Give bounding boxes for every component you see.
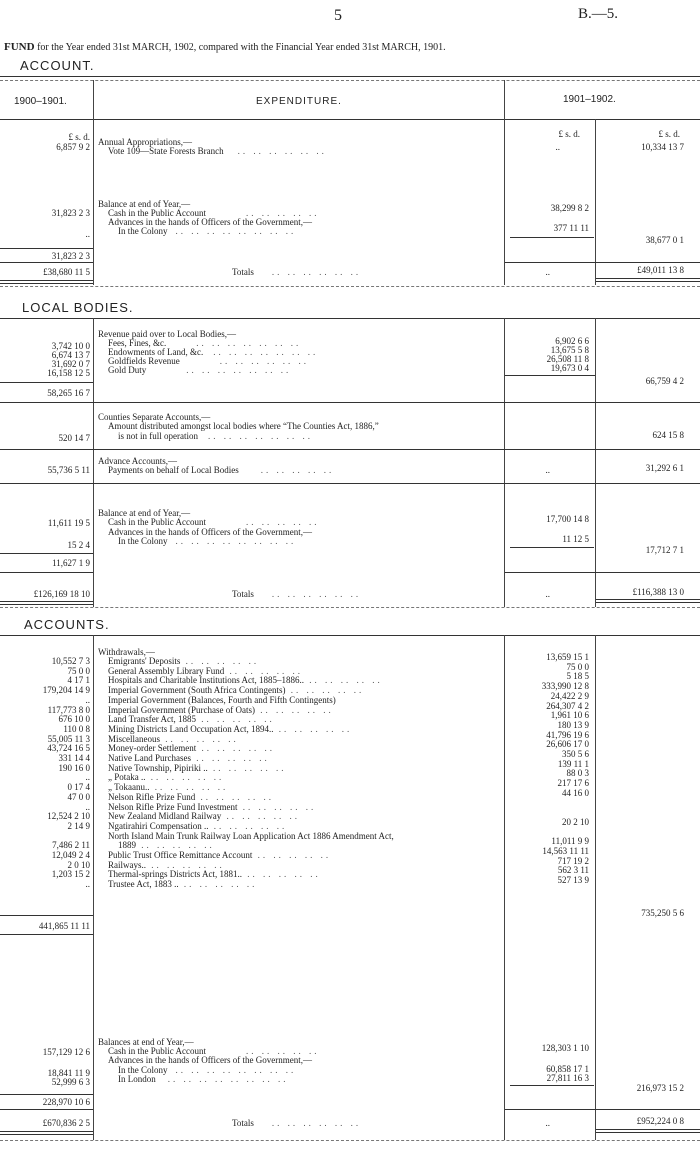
in-colony-text: In the Colony: [118, 226, 168, 236]
lb-totals-mid: ..: [545, 589, 550, 599]
lb-colony-label: In the Colony .. .. .. .. .. .. .. ..: [118, 536, 297, 546]
withdrawal-row-text: 1889: [118, 840, 136, 851]
withdrawal-row-mid: 217 17 6: [557, 778, 589, 789]
account-totals-prev: £38,680 11 5: [43, 267, 90, 277]
account-totals-mid: ..: [545, 267, 550, 277]
withdrawal-row-mid: 44 16 0: [562, 787, 589, 798]
currency-header-right: £ s. d.: [658, 129, 680, 139]
lb-colony-mid: 11 12 5: [562, 534, 589, 544]
withdrawal-row-text: Railways..: [108, 859, 146, 870]
withdrawal-row-text: Native Land Purchases: [108, 753, 191, 763]
withdrawal-row-text: Money-order Settlement: [108, 743, 197, 754]
withdrawal-row-label: Miscellaneous .. .. .. .. ..: [108, 733, 239, 744]
acc-totals-right: £952,224 0 8: [636, 1116, 684, 1126]
withdrawal-row-prev: ..: [85, 772, 90, 783]
withdrawal-row-prev: 2 14 9: [67, 820, 90, 831]
advance-payments-label: Payments on behalf of Local Bodies .. .. .. .. ..: [108, 465, 335, 475]
withdrawal-row-prev: 117,773 8 0: [47, 704, 90, 715]
withdrawal-row-prev: 7,486 2 11: [52, 840, 90, 851]
acc-colony-text: In the Colony: [118, 1065, 168, 1075]
lb-cash-label: Cash in the Public Account .. .. .. .. ..: [108, 517, 320, 527]
withdrawal-row-prev: ..: [85, 879, 90, 890]
acc-totals-mid: ..: [545, 1118, 550, 1128]
withdrawal-row-text: Emigrants' Deposits: [108, 656, 181, 666]
lb-totals-right: £116,388 13 0: [632, 587, 684, 597]
cash-public-account-prev: 31,823 2 3: [51, 208, 90, 218]
cash-public-account-label: Cash in the Public Account .. .. .. .. ..: [108, 208, 320, 218]
withdrawal-row-label: New Zealand Midland Railway .. .. .. .. ..: [108, 811, 300, 822]
acc-london-text: In London: [118, 1074, 156, 1084]
rev-goldfields-prev: 31,692 0 7: [51, 359, 90, 369]
withdrawal-row-mid: 11,011 9 9: [551, 836, 589, 847]
withdrawal-row-mid: 13,659 15 1: [546, 652, 589, 662]
page-title-rest: for the Year ended 31st MARCH, 1902, compared with the Financial Year ended 31st MARCH, 1901.: [37, 42, 446, 53]
column-header-expenditure: EXPENDITURE.: [256, 96, 342, 107]
rev-gold-duty-label: Gold Duty .. .. .. .. .. .. ..: [108, 365, 292, 375]
withdrawal-row-text: Native Township, Pipiriki ..: [108, 762, 208, 773]
withdrawal-row-mid: 26,606 17 0: [546, 739, 589, 750]
cash-public-account-mid: 38,299 8 2: [550, 203, 589, 213]
page-title-bold: FUND: [4, 41, 35, 53]
counties-right: 624 15 8: [652, 430, 684, 440]
withdrawal-row-prev: ..: [85, 801, 90, 812]
withdrawal-row-text: Mining Districts Land Occupation Act, 1894..: [108, 723, 274, 734]
acc-balance-right: 216,973 15 2: [636, 1083, 684, 1093]
in-colony-prev: ..: [85, 229, 90, 239]
withdrawal-row-prev: 75 0 0: [67, 665, 90, 676]
rev-fees-text: Fees, Fines, &c.: [108, 338, 167, 348]
withdrawal-row-mid: 24,422 2 9: [550, 690, 589, 701]
currency-header-prev: £ s. d.: [68, 132, 90, 142]
withdrawal-row-prev: 55,005 11 3: [47, 733, 90, 744]
withdrawal-row-text: New Zealand Midland Railway: [108, 811, 222, 822]
withdrawal-row-text: „ Tokaanu..: [108, 782, 150, 793]
section-title-local-bodies: LOCAL BODIES.: [22, 300, 134, 315]
lb-totals-label: Totals .. .. .. .. .. ..: [232, 589, 362, 599]
account-totals-text: Totals: [232, 267, 254, 277]
rev-gold-duty-mid: 19,673 0 4: [550, 363, 589, 373]
withdrawal-row-prev: 331 14 4: [58, 753, 90, 763]
withdrawal-row-text: General Assembly Library Fund: [108, 665, 225, 676]
in-colony-mid: 377 11 11: [553, 223, 589, 233]
rev-gold-duty-prev: 16,158 12 5: [47, 368, 90, 378]
withdrawal-row-text: Thermal-springs Districts Act, 1881..: [108, 869, 242, 880]
withdrawal-row-label: Native Township, Pipiriki .. .. .. .. .. ..: [108, 762, 287, 773]
withdrawal-row-prev: ..: [85, 694, 90, 705]
withdrawal-row-mid: 350 5 6: [562, 749, 589, 759]
page-title: [4, 41, 446, 53]
withdrawal-row-label: [108, 695, 336, 705]
currency-header-mid: £ s. d.: [558, 129, 580, 139]
lb-balance-heading: Balance at end of Year,—: [98, 508, 191, 518]
column-header-prev-year: 1900–1901.: [14, 96, 67, 107]
withdrawal-row-mid: 264,307 4 2: [546, 700, 589, 711]
advance-prev: 55,736 5 11: [47, 465, 90, 475]
withdrawal-row-prev: 12,049 2 4: [51, 850, 90, 860]
withdrawal-row-label: 1889 .. .. .. .. ..: [118, 840, 215, 851]
counties-prev: 520 14 7: [58, 433, 90, 443]
withdrawal-row-text: North Island Main Trunk Railway Loan Application Act 1886 Amendment Act,: [108, 830, 394, 841]
acc-cash-prev: 157,129 12 6: [42, 1047, 90, 1057]
withdrawal-row-text: „ Potaka ..: [108, 772, 146, 783]
withdrawal-row-label: General Assembly Library Fund .. .. .. .. ..: [108, 665, 303, 676]
acc-cash-label: Cash in the Public Account .. .. .. .. ..: [108, 1046, 320, 1056]
section-title-accounts: ACCOUNTS.: [24, 617, 110, 632]
section-title-account: ACCOUNT.: [20, 58, 95, 73]
account-totals-label: Totals .. .. .. .. .. ..: [232, 267, 362, 277]
acc-advances-heading: Advances in the hands of Officers of the Government,—: [108, 1055, 313, 1065]
acc-totals-label: Totals .. .. .. .. .. ..: [232, 1118, 362, 1128]
acc-colony-mid: 60,858 17 1: [546, 1064, 589, 1074]
rev-fees-label: Fees, Fines, &c. .. .. .. .. .. .. ..: [108, 338, 302, 348]
withdrawal-row-label: Trustee Act, 1883 .. .. .. .. .. ..: [108, 879, 258, 890]
lb-cash-mid: 17,700 14 8: [546, 514, 589, 524]
withdrawal-row-label: Railways.. .. .. .. .. ..: [108, 859, 225, 870]
withdrawal-row-prev: 4 17 1: [67, 675, 90, 686]
rev-fees-prev: 3,742 10 0: [51, 341, 90, 351]
withdrawal-row-mid: 20 2 10: [562, 816, 589, 827]
withdrawal-row-prev: 179,204 14 9: [42, 685, 90, 696]
rev-fees-mid: 6,902 6 6: [555, 336, 589, 346]
rev-endowments-mid: 13,675 5 8: [550, 345, 589, 355]
withdrawal-row-prev: 0 17 4: [67, 782, 90, 793]
lb-totals-prev: £126,169 18 10: [33, 589, 90, 599]
advance-payments-text: Payments on behalf of Local Bodies: [108, 465, 239, 475]
withdrawal-row-mid: 527 13 9: [557, 875, 589, 886]
withdrawal-row-text: Nelson Rifle Prize Fund Investment: [108, 801, 238, 812]
withdrawal-row-mid: 5 18 5: [566, 671, 589, 682]
withdrawal-row-prev: 190 16 0: [58, 762, 90, 773]
acc-totals-text: Totals: [232, 1118, 254, 1128]
vote-109-label: Vote 109—State Forests Branch .. .. .. .. .. ..: [108, 146, 327, 156]
withdrawal-row-label: Land Transfer Act, 1885 .. .. .. .. ..: [108, 714, 275, 725]
withdrawal-row-label: Nelson Rifle Prize Fund .. .. .. .. ..: [108, 791, 274, 802]
lb-colony-prev: 15 2 4: [67, 540, 90, 550]
withdrawal-row-text: Imperial Government (Balances, Fourth and Fifth Contingents): [108, 694, 336, 705]
advances-heading: Advances in the hands of Officers of the Government,—: [108, 217, 313, 227]
withdrawal-row-text: Trustee Act, 1883 ..: [108, 879, 179, 890]
withdrawal-row-label: „ Potaka .. .. .. .. .. ..: [108, 772, 225, 783]
acc-colony-label: In the Colony .. .. .. .. .. .. .. ..: [118, 1065, 297, 1075]
rev-gold-duty-text: Gold Duty: [108, 365, 147, 375]
withdrawal-row-mid: 139 11 1: [557, 758, 589, 769]
withdrawal-row-label: Imperial Government (Purchase of Oats) .. .. .. .. ..: [108, 704, 334, 715]
counties-line2: is not in full operation .. .. .. .. .. .. ..: [118, 431, 313, 441]
annual-appropriations-heading: Annual Appropriations,—: [98, 137, 192, 147]
withdrawal-row-mid: 75 0 0: [566, 661, 589, 672]
withdrawal-row-text: Nelson Rifle Prize Fund: [108, 791, 196, 802]
advance-accounts-heading: Advance Accounts,—: [98, 456, 177, 466]
column-header-curr-year: 1901–1902.: [563, 94, 616, 105]
withdrawal-row-prev: 10,552 7 3: [51, 656, 90, 666]
revenue-right: 66,759 4 2: [645, 376, 684, 386]
lb-advances-heading: Advances in the hands of Officers of the Government,—: [108, 527, 313, 537]
withdrawal-row-prev: 1,203 15 2: [51, 869, 90, 880]
acc-london-prev: 52,999 6 3: [51, 1077, 90, 1087]
withdrawal-row-label: Emigrants' Deposits .. .. .. .. ..: [108, 656, 260, 666]
withdrawal-row-label: Mining Districts Land Occupation Act, 1894.. .. .. .. .. ..: [108, 723, 353, 734]
account-balance-right: 38,677 0 1: [645, 235, 684, 245]
advance-right: 31,292 6 1: [645, 463, 684, 473]
account-subtotal-prev: 31,823 2 3: [51, 251, 90, 261]
balance-heading: Balance at end of Year,—: [98, 199, 191, 209]
acc-balance-subtotal: 228,970 10 6: [42, 1097, 90, 1107]
revenue-heading: Revenue paid over to Local Bodies,—: [98, 329, 236, 339]
withdrawal-row-prev: 2 0 10: [67, 859, 90, 870]
withdrawal-row-mid: 717 19 2: [557, 855, 589, 866]
withdrawal-row-text: Ngatirahiri Compensation ..: [108, 820, 209, 831]
withdrawal-row-mid: 14,563 11 11: [542, 846, 589, 856]
rev-goldfields-mid: 26,508 11 8: [546, 354, 589, 364]
lb-colony-text: In the Colony: [118, 536, 168, 546]
withdrawal-row-mid: 562 3 11: [557, 865, 589, 876]
withdrawal-row-label: Hospitals and Charitable Institutions Act, 1885–1886.. .. .. .. .. ..: [108, 675, 383, 686]
withdrawals-subtotal: 441,865 11 11: [38, 921, 90, 931]
withdrawal-row-mid: 333,990 12 8: [541, 681, 589, 692]
lb-cash-prev: 11,611 19 5: [47, 518, 90, 528]
withdrawal-row-mid: 180 13 9: [557, 719, 589, 730]
withdrawal-row-label: [108, 831, 394, 841]
vote-109-text: Vote 109—State Forests Branch: [108, 146, 224, 156]
advance-mid: ..: [545, 465, 550, 475]
withdrawal-row-text: Imperial Government (South Africa Contingents): [108, 685, 286, 696]
acc-colony-prev: 18,841 11 9: [47, 1068, 90, 1078]
annual-appropriations-right: 10,334 13 7: [641, 142, 684, 152]
withdrawal-row-label: Thermal-springs Districts Act, 1881.. .. .. .. .. ..: [108, 869, 321, 880]
withdrawal-row-label: Imperial Government (South Africa Contingents) .. .. .. .. ..: [108, 685, 365, 696]
rev-endowments-text: Endowments of Land, &c.: [108, 347, 204, 357]
counties-line1: Amount distributed amongst local bodies where “The Counties Act, 1886,”: [108, 421, 379, 431]
document-reference: B.—5.: [578, 6, 619, 22]
acc-london-label: In London .. .. .. .. .. .. .. ..: [118, 1074, 289, 1084]
withdrawal-row-text: Miscellaneous: [108, 733, 160, 744]
lb-balance-subtotal: 11,627 1 9: [52, 558, 90, 568]
acc-totals-prev: £670,836 2 5: [42, 1118, 90, 1128]
withdrawal-row-mid: 1,961 10 6: [550, 710, 589, 721]
counties-heading: Counties Separate Accounts,—: [98, 412, 211, 422]
acc-cash-text: Cash in the Public Account: [108, 1046, 206, 1056]
lb-cash-text: Cash in the Public Account: [108, 517, 206, 527]
account-totals-right: £49,011 13 8: [637, 265, 684, 275]
lb-totals-text: Totals: [232, 589, 254, 599]
acc-balance-heading: Balances at end of Year,—: [98, 1037, 194, 1047]
annual-appropriations-prev: 6,857 9 2: [56, 142, 90, 152]
withdrawal-row-prev: 676 10 0: [58, 714, 90, 725]
withdrawal-row-label: Public Trust Office Remittance Account .. .. .. .. ..: [108, 850, 332, 860]
withdrawal-row-label: Nelson Rifle Prize Fund Investment .. .. .. .. ..: [108, 801, 317, 812]
withdrawal-row-mid: 88 0 3: [566, 768, 589, 779]
counties-line2-text: is not in full operation: [118, 431, 198, 441]
withdrawal-row-text: Public Trust Office Remittance Account: [108, 850, 253, 860]
rev-endowments-label: Endowments of Land, &c. .. .. .. .. .. .. ..: [108, 347, 319, 357]
withdrawal-row-prev: 47 0 0: [67, 791, 90, 802]
withdrawal-row-label: „ Tokaanu.. .. .. .. .. ..: [108, 782, 229, 793]
withdrawal-row-label: Native Land Purchases .. .. .. .. ..: [108, 753, 270, 763]
withdrawal-row-mid: 41,796 19 6: [546, 729, 589, 740]
withdrawal-row-text: Imperial Government (Purchase of Oats): [108, 704, 255, 715]
page-number: 5: [334, 7, 342, 24]
withdrawals-heading: Withdrawals,—: [98, 647, 155, 657]
in-colony-label: In the Colony .. .. .. .. .. .. .. ..: [118, 226, 297, 236]
revenue-subtotal-prev: 58,265 16 7: [47, 388, 90, 398]
cash-public-account-text: Cash in the Public Account: [108, 208, 206, 218]
rev-endowments-prev: 6,674 13 7: [51, 350, 90, 360]
withdrawal-row-prev: 110 0 8: [63, 723, 90, 734]
vote-109-mid: ..: [555, 142, 560, 152]
withdrawals-right: 735,250 5 6: [641, 908, 684, 918]
withdrawal-row-text: Hospitals and Charitable Institutions Act, 1885–1886..: [108, 675, 304, 686]
withdrawal-row-prev: 43,724 16 5: [47, 743, 90, 754]
withdrawal-row-label: Money-order Settlement .. .. .. .. ..: [108, 743, 275, 754]
withdrawal-row-label: Ngatirahiri Compensation .. .. .. .. .. ..: [108, 820, 288, 831]
rev-goldfields-label: Goldfields Revenue .. .. .. .. .. ..: [108, 356, 309, 366]
withdrawal-row-prev: 12,524 2 10: [47, 811, 90, 822]
acc-london-mid: 27,811 16 3: [546, 1073, 589, 1083]
acc-cash-mid: 128,303 1 10: [541, 1043, 589, 1053]
rev-goldfields-text: Goldfields Revenue: [108, 356, 180, 366]
lb-balance-right: 17,712 7 1: [645, 545, 684, 555]
withdrawal-row-text: Land Transfer Act, 1885: [108, 714, 196, 725]
